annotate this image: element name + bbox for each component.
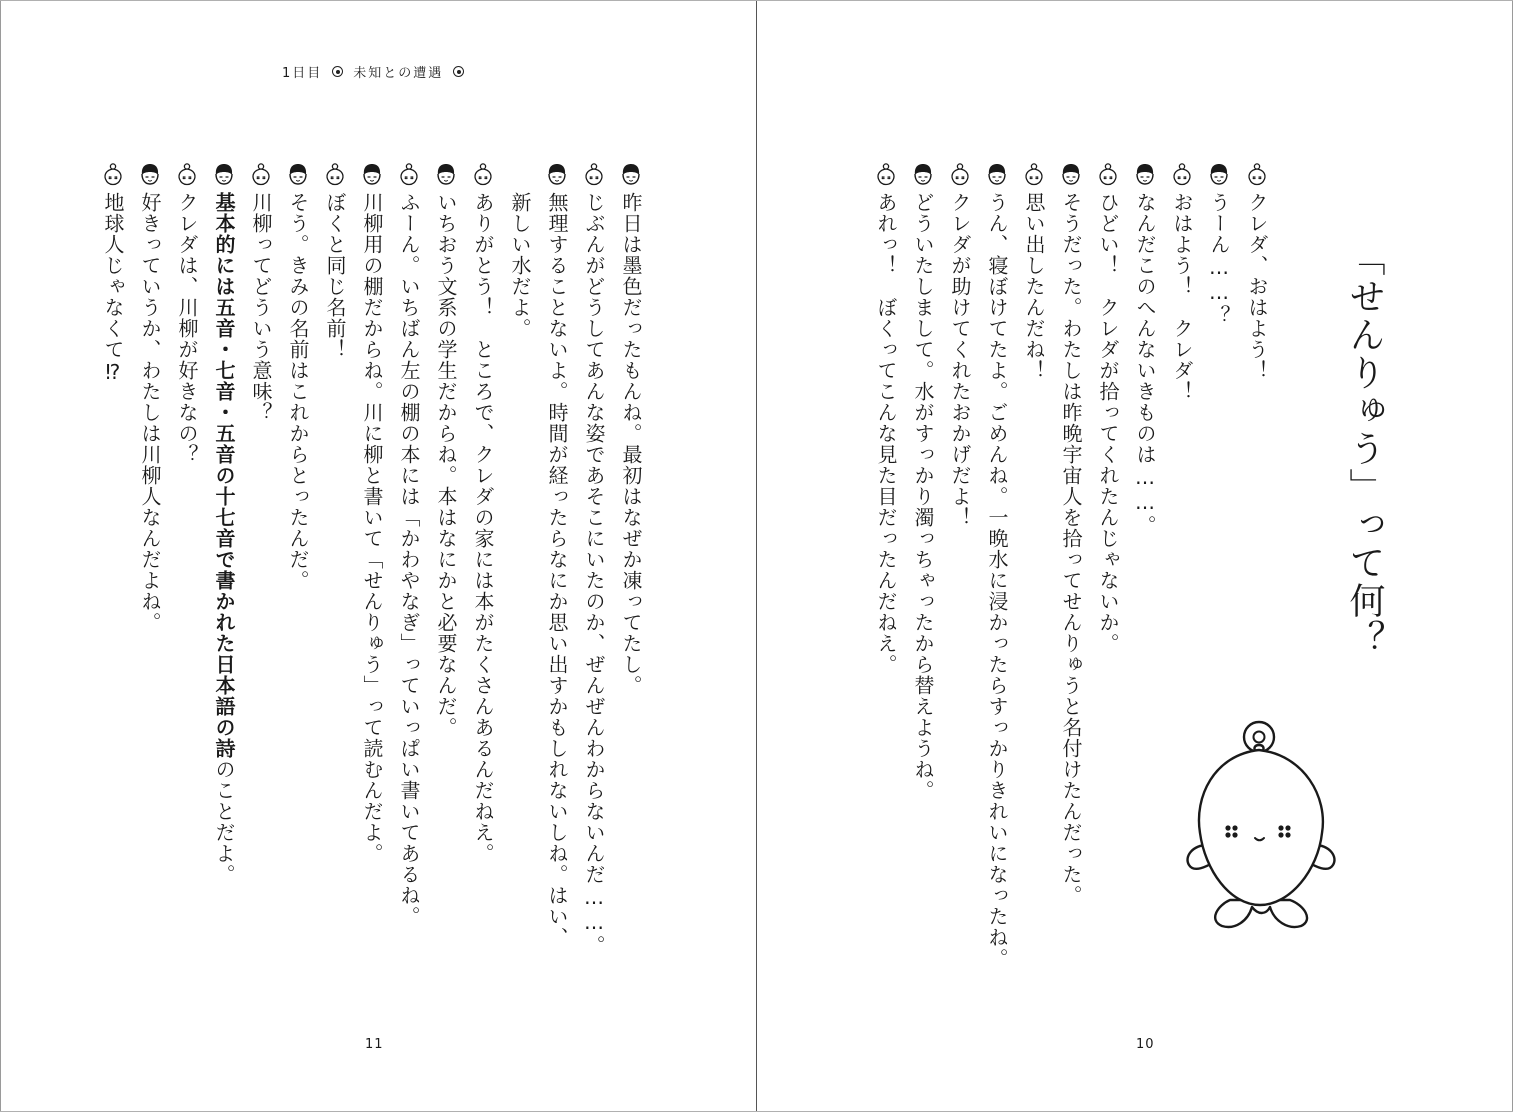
sprite-face-icon <box>948 162 972 186</box>
dialogue-text: うーん……？ <box>1207 192 1231 326</box>
dialogue-text: ぼくと同じ名前！ <box>323 192 347 360</box>
dialogue-text: どういたしまして。水がすっかり濁っちゃったから替えようね。 <box>911 192 935 801</box>
senryu-mascot-illustration <box>1180 715 1340 930</box>
dialogue-text: そう。きみの名前はこれからとったんだ。 <box>286 192 310 591</box>
dialogue-text: 思い出したんだね！ <box>1022 192 1046 381</box>
dialogue-line <box>980 162 1014 969</box>
dialogue-text: じぶんがどうしてあんな姿であそこにいたのか、ぜんぜんわからないんだ……。 <box>582 192 606 956</box>
dialogue-text: ひどい！ クレダが拾ってくれたんじゃないか。 <box>1096 192 1120 654</box>
dialogue-line <box>1165 162 1199 402</box>
boy-face-icon <box>212 162 236 186</box>
dialogue-text: 新しい水だよ。 <box>508 192 532 339</box>
sprite-face-icon <box>397 162 421 186</box>
dialogue-text: あれっ！ ぼくってこんな見た目だったんだねえ。 <box>874 192 898 675</box>
bullet-icon <box>332 66 343 77</box>
dialogue-text: 地球人じゃなくて⁉ <box>101 192 125 385</box>
sprite-face-icon <box>582 162 606 186</box>
dialogue-text: 好きっていうか、わたしは川柳人なんだよね。 <box>138 192 162 633</box>
sprite-face-icon <box>1022 162 1046 186</box>
boy-face-icon <box>545 162 569 186</box>
boy-face-icon <box>619 162 643 186</box>
dialogue-text: クレダは、川柳が好きなの？ <box>175 192 199 465</box>
dialogue-line <box>429 162 463 738</box>
dialogue-text: おはよう！ クレダ！ <box>1170 192 1194 402</box>
dialogue-line-continuation <box>503 162 537 339</box>
dialogue-text: ふーん。いちばん左の棚の本には「かわやなぎ」っていっぱい書いてあるね。 <box>397 192 421 927</box>
dialogue-line <box>466 162 500 864</box>
sprite-face-icon <box>1170 162 1194 186</box>
sprite-face-icon <box>874 162 898 186</box>
boy-face-icon <box>434 162 458 186</box>
running-head-chapter: 未知との遭遇 <box>353 66 444 81</box>
sprite-face-icon <box>101 162 125 186</box>
dialogue-line <box>1091 162 1125 654</box>
dialogue-line <box>1054 162 1088 906</box>
boy-face-icon <box>1059 162 1083 186</box>
chapter-title: 「せんりゅう」って何？ <box>1344 240 1385 658</box>
boy-face-icon <box>286 162 310 186</box>
dialogue-line <box>943 162 977 528</box>
dialogue-line <box>355 162 389 864</box>
dialogue-text: なんだこのへんないきものは……。 <box>1133 192 1157 536</box>
dialogue-line <box>392 162 426 927</box>
boy-face-icon <box>911 162 935 186</box>
dialogue-line <box>906 162 940 801</box>
page-number-left: 11 <box>365 1037 384 1052</box>
dialogue-line <box>540 162 574 948</box>
dialogue-text: ありがとう！ ところで、クレダの家には本がたくさんあるんだねえ。 <box>471 192 495 864</box>
dialogue-line <box>207 162 241 885</box>
dialogue-text: クレダが助けてくれたおかげだよ！ <box>948 192 972 528</box>
dialogue-line <box>1128 162 1162 536</box>
dialogue-text: うん、寝ぼけてたよ。ごめんね。一晩水に浸かったらすっかりきれいになったね。 <box>985 192 1009 969</box>
running-head-day: 1日目 <box>282 66 323 81</box>
dialogue-text <box>207 192 241 885</box>
dialogue-line <box>244 162 278 423</box>
dialogue-line <box>96 162 130 385</box>
sprite-face-icon <box>175 162 199 186</box>
boy-face-icon <box>360 162 384 186</box>
dialogue-text-tail: のことだよ。 <box>212 759 236 885</box>
dialogue-text: 昨日は墨色だったもんね。最初はなぜか凍ってたし。 <box>619 192 643 696</box>
dialogue-line <box>133 162 167 633</box>
dialogue-line <box>281 162 315 591</box>
dialogue-line <box>577 162 611 956</box>
dialogue-line <box>318 162 352 360</box>
running-head <box>282 62 464 81</box>
boy-face-icon <box>138 162 162 186</box>
boy-face-icon <box>1207 162 1231 186</box>
dialogue-text: そうだった。わたしは昨晩宇宙人を拾ってせんりゅうと名付けたんだった。 <box>1059 192 1083 906</box>
sprite-face-icon <box>471 162 495 186</box>
dialogue-text: いちおう文系の学生だからね。本はなにかと必要なんだ。 <box>434 192 458 738</box>
dialogue-text: 無理することないよ。時間が経ったらなにか思い出すかもしれないしね。はい、 <box>545 192 569 948</box>
page-number-right: 10 <box>1136 1037 1155 1052</box>
emphasis-text: 基本的には五音・七音・五音の十七音で書かれた日本語の詩 <box>212 192 236 759</box>
dialogue-text: 川柳用の棚だからね。川に柳と書いて「せんりゅう」って読むんだよ。 <box>360 192 384 864</box>
dialogue-line <box>1202 162 1236 326</box>
dialogue-text: 川柳ってどういう意味？ <box>249 192 273 423</box>
frame-top-edge <box>0 0 1513 1</box>
dialogue-line <box>170 162 204 465</box>
sprite-face-icon <box>1245 162 1269 186</box>
bullet-icon <box>453 66 464 77</box>
dialogue-line <box>1017 162 1051 381</box>
sprite-face-icon <box>323 162 347 186</box>
boy-face-icon <box>985 162 1009 186</box>
dialogue-text: クレダ、おはよう！ <box>1245 192 1269 381</box>
boy-face-icon <box>1133 162 1157 186</box>
dialogue-line <box>614 162 648 696</box>
sprite-face-icon <box>1096 162 1120 186</box>
page-gutter <box>756 0 757 1112</box>
dialogue-line <box>1240 162 1274 381</box>
dialogue-line <box>869 162 903 675</box>
sprite-face-icon <box>249 162 273 186</box>
